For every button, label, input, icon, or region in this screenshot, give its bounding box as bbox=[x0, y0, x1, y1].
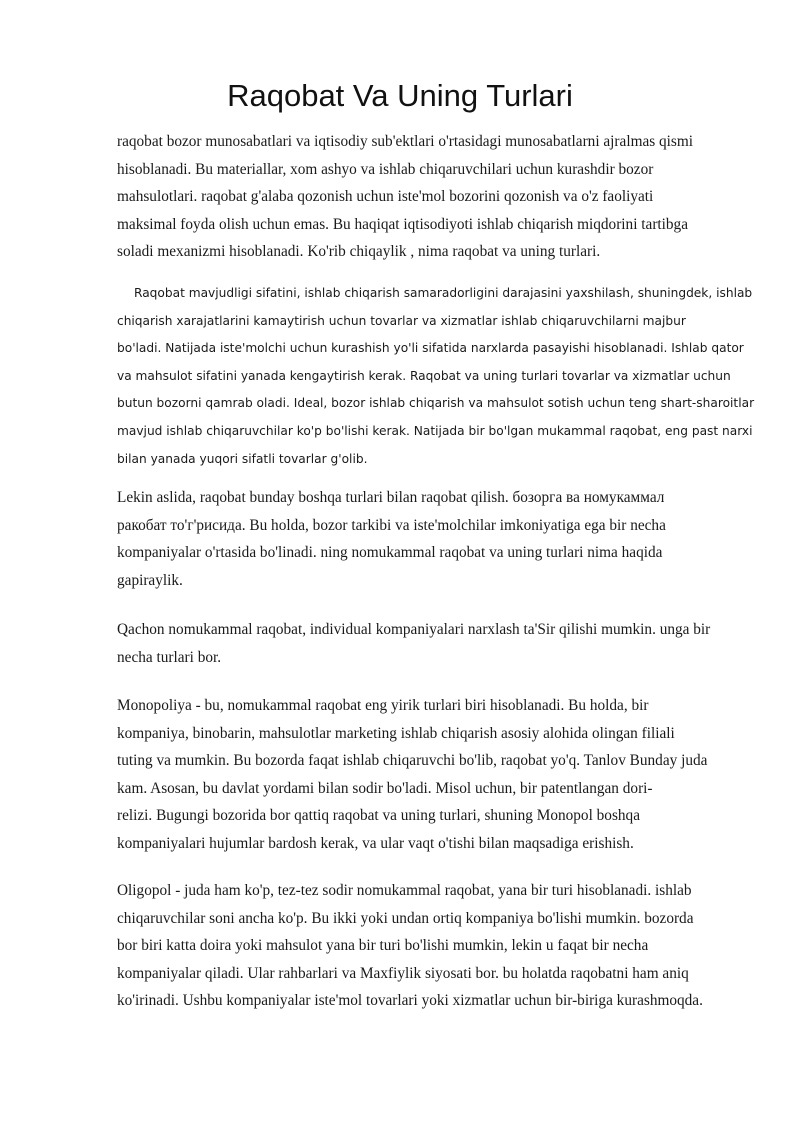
text-line: butun bozorni qamrab oladi. Ideal, bozor ishlab chiqarish va mahsulot sotish uchun teng shart-sharoitlar bbox=[117, 396, 755, 411]
text-line: Qachon nomukammal raqobat, individual kompaniyalari narxlash ta'Sir qilishi mumkin. unga bir bbox=[117, 621, 711, 638]
text-line: bo'ladi. Natijada iste'molchi uchun kurashish yo'li sifatida narxlarda pasayishi hisoblanadi. Ishlab qator bbox=[117, 341, 744, 356]
page-title: Raqobat Va Uning Turlari bbox=[227, 78, 573, 113]
text-line: necha turlari bor. bbox=[117, 648, 222, 666]
text-line: ракобат то'г'рисида. Bu holda, bozor tarkibi va iste'molchilar imkoniyatiga ega bir necha bbox=[117, 516, 666, 534]
text-line: kompaniyalar o'rtasida bo'linadi. ning nomukammal raqobat va uning turlari nima haqida bbox=[117, 544, 663, 562]
text-line: ko'irinadi. Ushbu kompaniyalar iste'mol tovarlari yoki xizmatlar uchun bir-biriga kurashmoqda. bbox=[117, 992, 703, 1010]
paragraph-4 bbox=[117, 616, 747, 671]
paragraph-2 bbox=[117, 280, 755, 473]
paragraph-6 bbox=[117, 877, 747, 1015]
text-line: mavjud ishlab chiqaruvchilar ko'p bo'lishi kerak. Natijada bir bo'lgan mukammal raqobat, eng past narxi bbox=[117, 423, 753, 438]
text-line: chiqaruvchilar soni ancha ko'p. Bu ikki yoki undan ortiq kompaniya bo'lishi mumkin. bozorda bbox=[117, 909, 694, 927]
text-line: maksimal foyda olish uchun emas. Bu haqiqat iqtisodiyoti ishlab chiqarish miqdorini tartibga bbox=[117, 215, 688, 233]
text-line: hisoblanadi. Bu materiallar, xom ashyo va ishlab chiqaruvchilari uchun kurashdir bozor bbox=[117, 160, 654, 178]
text-line: chiqarish xarajatlarini kamaytirish uchun tovarlar va xizmatlar ishlab chiqaruvchilarni majbur bbox=[117, 313, 686, 328]
text-line: kompaniyalari hujumlar bardosh kerak, va ular vaqt o'tishi bilan maqsadiga erishish. bbox=[117, 834, 634, 852]
text-line: tuting va mumkin. Bu bozorda faqat ishlab chiqaruvchi bo'lib, raqobat yo'q. Tanlov Bunday juda bbox=[117, 752, 708, 770]
text-line: bor biri katta doira yoki mahsulot yana bir turi bo'lishi mumkin, lekin u faqat bir necha bbox=[117, 937, 649, 955]
text-line: bilan yanada yuqori sifatli tovarlar g'olib. bbox=[117, 451, 368, 466]
text-line: raqobat bozor munosabatlari va iqtisodiy sub'ektlari o'rtasidagi munosabatlarni ajralmas qismi bbox=[117, 133, 694, 150]
text-line: kompaniyalar qiladi. Ular rahbarlari va Maxfiylik siyosati bor. bu holatda raqobatni ham aniq bbox=[117, 964, 689, 982]
text-line: gapiraylik. bbox=[117, 571, 183, 589]
text-line: relizi. Bugungi bozorida bor qattiq raqobat va uning turlari, shuning Monopol boshqa bbox=[117, 807, 640, 825]
text-line: va mahsulot sifatini yanada kengaytirish kerak. Raqobat va uning turlari tovarlar va xizmatlar uchun bbox=[117, 368, 731, 383]
paragraph-1 bbox=[117, 128, 747, 266]
paragraph-3 bbox=[117, 484, 747, 594]
text-line: kompaniya, binobarin, mahsulotlar marketing ishlab chiqarish asosiy alohida olingan filiali bbox=[117, 724, 675, 742]
text-line: kam. Asosan, bu davlat yordami bilan sodir bo'ladi. Misol uchun, bir patentlangan dori- bbox=[117, 779, 653, 797]
text-line: Oligopol - juda ham ko'p, tez-tez sodir nomukammal raqobat, yana bir turi hisoblanadi. ishlab bbox=[117, 882, 692, 899]
text-line: soladi mexanizmi hisoblanadi. Ko'rib chiqaylik , nima raqobat va uning turlari. bbox=[117, 243, 601, 261]
text-line: mahsulotlari. raqobat g'alaba qozonish uchun iste'mol bozorini qozonish va o'z faoliyati bbox=[117, 188, 654, 206]
text-line: Monopoliya - bu, nomukammal raqobat eng yirik turlari biri hisoblanadi. Bu holda, bir bbox=[117, 697, 649, 714]
text-line: Lekin aslida, raqobat bunday boshqa turlari bilan raqobat qilish. бозорга ва номукаммал bbox=[117, 489, 665, 506]
text-line: Raqobat mavjudligi sifatini, ishlab chiqarish samaradorligini darajasini yaxshilash, shuningdek, ishlab bbox=[134, 286, 753, 300]
paragraph-5 bbox=[117, 692, 747, 858]
